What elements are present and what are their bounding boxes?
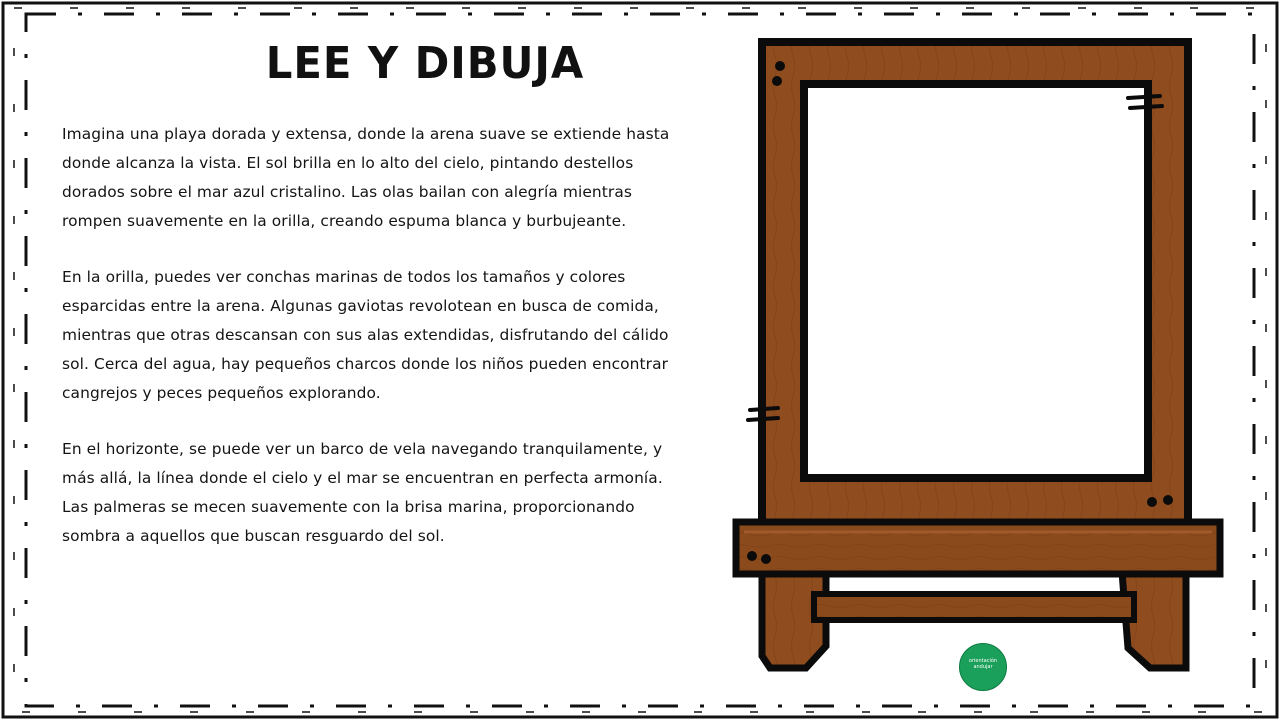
pencil-logo-icon xyxy=(959,643,1007,691)
logo-text: orientación andujar xyxy=(968,658,998,670)
paragraph-3: En el horizonte, se puede ver un barco de vela navegando tranquilamente, y más allá, la línea donde el cielo y el mar se encuentran en perfecta armonía. Las palmeras se mecen suavemente con la brisa marina, proporcionando sombra a aquellos que buscan resguardo del sol. xyxy=(62,440,663,545)
page-title: LEE Y DIBUJA xyxy=(265,38,585,89)
story-text xyxy=(62,120,682,578)
wooden-easel-icon xyxy=(730,36,1226,676)
paragraph-1: Imagina una playa dorada y extensa, donde la arena suave se extiende hasta donde alcanza la vista. El sol brilla en lo alto del cielo, pintando destellos dorados sobre el mar azul cristalino. Las olas bailan con alegría mientras rompen suavemente en la orilla, creando espuma blanca y burbujeante. xyxy=(62,125,670,230)
paragraph-2: En la orilla, puedes ver conchas marinas de todos los tamaños y colores esparcidas entre la arena. Algunas gaviotas revolotean en busca de comida, mientras que otras descansan con sus alas extendidas, disfrutando del cálido sol. Cerca del agua, hay pequeños charcos donde los niños pueden encontrar cangrejos y peces pequeños explorando. xyxy=(62,268,669,402)
